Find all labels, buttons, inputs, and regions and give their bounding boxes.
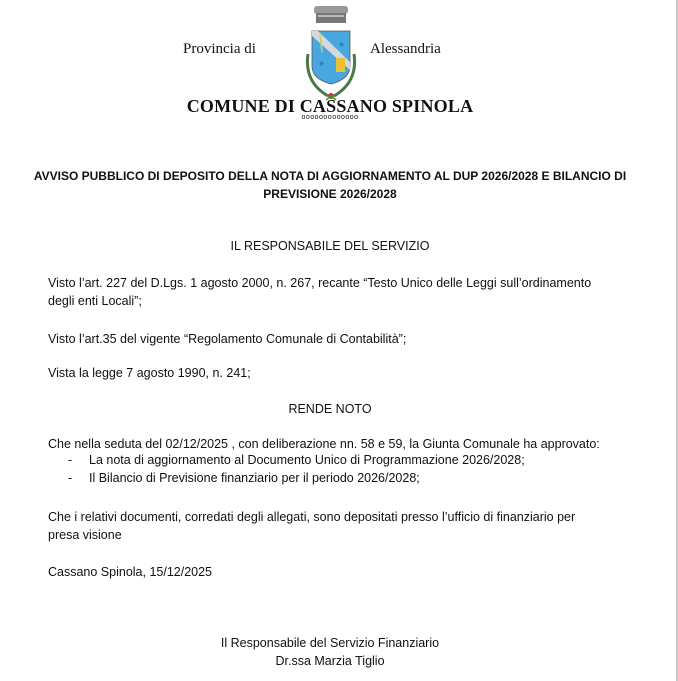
svg-text:★: ★	[318, 59, 326, 68]
bullet-dash: -	[68, 471, 73, 485]
whereas-line: Visto l’art. 227 del D.Lgs. 1 agosto 2000, n. 267, recante “Testo Unico delle Leggi sull’ordinamento	[48, 276, 592, 290]
rende-noto-heading: RENDE NOTO	[288, 402, 372, 416]
signature-name: Dr.ssa Marzia Tiglio	[275, 654, 385, 668]
issuer-heading: IL RESPONSABILE DEL SERVIZIO	[230, 239, 430, 253]
municipality-name: COMUNE DI CASSANO SPINOLA	[186, 96, 474, 116]
province-name: Alessandria	[370, 41, 441, 57]
whereas-line: Vista la legge 7 agosto 1990, n. 241;	[48, 366, 251, 380]
list-item-text: La nota di aggiornamento al Documento Unico di Programmazione 2026/2028;	[89, 453, 525, 467]
whereas-line: Visto l’art.35 del vigente “Regolamento Comunale di Contabilità”;	[48, 332, 407, 346]
list-item-text: Il Bilancio di Previsione finanziario per il periodo 2026/2028;	[89, 471, 420, 485]
notice-title: AVVISO PUBBLICO DI DEPOSITO DELLA NOTA DI AGGIORNAMENTO AL DUP 2026/2028 E BILANCIO DI PREVISIONE 2026/2028	[33, 169, 627, 201]
province-label: Provincia di	[183, 41, 256, 57]
ornament-dots: ooooooooooooo	[301, 114, 359, 121]
whereas-line: degli enti Locali”;	[48, 294, 142, 308]
approval-intro: Che nella seduta del 02/12/2025 , con deliberazione nn. 58 e 59, la Giunta Comunale ha approvato:	[48, 437, 600, 451]
signature-role: Il Responsabile del Servizio Finanziario	[220, 636, 440, 650]
deposit-line: Che i relativi documenti, corredati degli allegati, sono depositati presso l’ufficio di finanziario per	[48, 510, 576, 524]
svg-text:★: ★	[338, 40, 346, 49]
bullet-dash: -	[68, 453, 73, 467]
coat-of-arms-icon	[298, 4, 364, 104]
place-date: Cassano Spinola, 15/12/2025	[48, 565, 213, 579]
deposit-line: presa visione	[48, 528, 122, 542]
